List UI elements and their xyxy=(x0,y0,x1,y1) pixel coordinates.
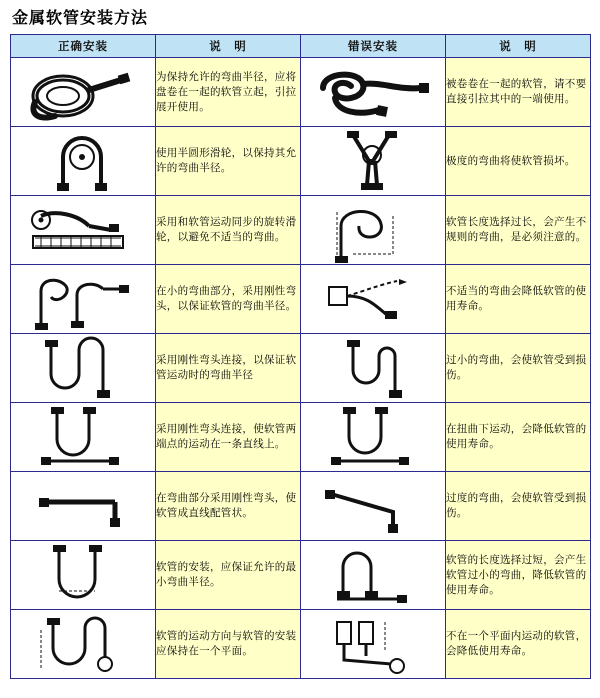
wrong-description: 过度的弯曲，会使软管受到损伤。 xyxy=(446,472,591,541)
correct-figure-cell xyxy=(11,127,156,196)
wrong-description: 软管的长度选择过短，会产生软管过小的弯曲，降低软管的使用寿命。 xyxy=(446,541,591,610)
correct-figure-cell xyxy=(11,265,156,334)
wrong-figure-cell xyxy=(301,58,446,127)
wrong-description: 极度的弯曲将使软管损坏。 xyxy=(446,127,591,196)
sharp-v-bend-over-pulley-icon xyxy=(301,127,444,195)
table-row xyxy=(11,127,591,196)
table-row xyxy=(11,265,591,334)
coiled-hose-pulled-straight-icon xyxy=(301,58,444,126)
table-row xyxy=(11,610,591,679)
rigid-elbow-straight-pipe-run-icon xyxy=(11,472,154,540)
semicircular-sheave-bend-icon xyxy=(11,127,154,195)
correct-description: 为保持允许的弯曲半径，应将盘卷在一起的软管立起，引拉展开使用。 xyxy=(156,58,301,127)
improper-tight-bend-at-fitting-icon xyxy=(301,265,444,333)
rigid-elbow-u-loop-moving-hose-icon xyxy=(11,334,154,402)
correct-figure-cell xyxy=(11,196,156,265)
excess-length-irregular-bend-icon xyxy=(301,196,444,264)
hose-installation-table xyxy=(10,34,591,679)
header-correct-installation: 正确安装 xyxy=(11,35,156,58)
table-row xyxy=(11,472,591,541)
hose-twisted-in-motion-icon xyxy=(301,403,444,471)
correct-figure-cell xyxy=(11,541,156,610)
header-wrong-description: 说 明 xyxy=(446,35,591,58)
page-title: 金属软管安装方法 xyxy=(12,8,149,27)
correct-description: 采用和软管运动同步的旋转滑轮，以避免不适当的弯曲。 xyxy=(156,196,301,265)
correct-description: 软管的运动方向与软管的安装应保持在一个平面。 xyxy=(156,610,301,679)
table-row xyxy=(11,58,591,127)
wrong-figure-cell xyxy=(301,541,446,610)
rigid-elbows-both-ends-straight-line-icon xyxy=(11,403,154,471)
wrong-figure-cell xyxy=(301,610,446,679)
wrong-description: 在扭曲下运动，会降低软管的使用寿命。 xyxy=(446,403,591,472)
coiled-hose-on-reel-icon xyxy=(11,58,154,126)
correct-description: 采用刚性弯头连接，使软管两端点的运动在一条直线上。 xyxy=(156,403,301,472)
too-short-length-small-radius-icon xyxy=(301,541,444,609)
table-row xyxy=(11,334,591,403)
correct-description: 在小的弯曲部分，采用刚性弯头，以保证软管的弯曲半径。 xyxy=(156,265,301,334)
correct-description: 在弯曲部分采用刚性弯头，使软管成直线配管状。 xyxy=(156,472,301,541)
table-row xyxy=(11,196,591,265)
correct-figure-cell xyxy=(11,472,156,541)
table-row xyxy=(11,403,591,472)
table-row xyxy=(11,541,591,610)
rigid-elbow-at-small-bend-icon xyxy=(11,265,154,333)
correct-figure-cell xyxy=(11,334,156,403)
over-bent-hose-at-corner-icon xyxy=(301,472,444,540)
wrong-description: 被卷卷在一起的软管，请不要直接引拉其中的一端使用。 xyxy=(446,58,591,127)
motion-out-of-plane-icon xyxy=(301,610,444,678)
correct-description: 采用刚性弯头连接，以保证软管运动时的弯曲半径 xyxy=(156,334,301,403)
table-header xyxy=(11,35,591,58)
wrong-description: 软管长度选择过长，会产生不规则的弯曲，是必须注意的。 xyxy=(446,196,591,265)
correct-description: 使用半圆形滑轮，以保持其允许的弯曲半径。 xyxy=(156,127,301,196)
correct-figure-cell xyxy=(11,58,156,127)
wrong-figure-cell xyxy=(301,334,446,403)
header-wrong-installation: 错误安装 xyxy=(301,35,446,58)
wrong-figure-cell xyxy=(301,472,446,541)
header-correct-description: 说 明 xyxy=(156,35,301,58)
wrong-figure-cell xyxy=(301,403,446,472)
wrong-description: 不适当的弯曲会降低软管的使用寿命。 xyxy=(446,265,591,334)
rotating-sheave-sync-with-hose-icon xyxy=(11,196,154,264)
table-body xyxy=(11,58,591,679)
wrong-description: 过小的弯曲，会使软管受到损伤。 xyxy=(446,334,591,403)
wrong-description: 不在一个平面内运动的软管，会降低使用寿命。 xyxy=(446,610,591,679)
table-header-row xyxy=(11,35,591,58)
minimum-bend-radius-u-shape-icon xyxy=(11,541,154,609)
wrong-figure-cell xyxy=(301,196,446,265)
correct-figure-cell xyxy=(11,610,156,679)
too-small-bend-radius-loop-icon xyxy=(301,334,444,402)
correct-figure-cell xyxy=(11,403,156,472)
motion-plane-aligned-with-installation-icon xyxy=(11,610,154,678)
wrong-figure-cell xyxy=(301,127,446,196)
wrong-figure-cell xyxy=(301,265,446,334)
correct-description: 软管的安装，应保证允许的最小弯曲半径。 xyxy=(156,541,301,610)
